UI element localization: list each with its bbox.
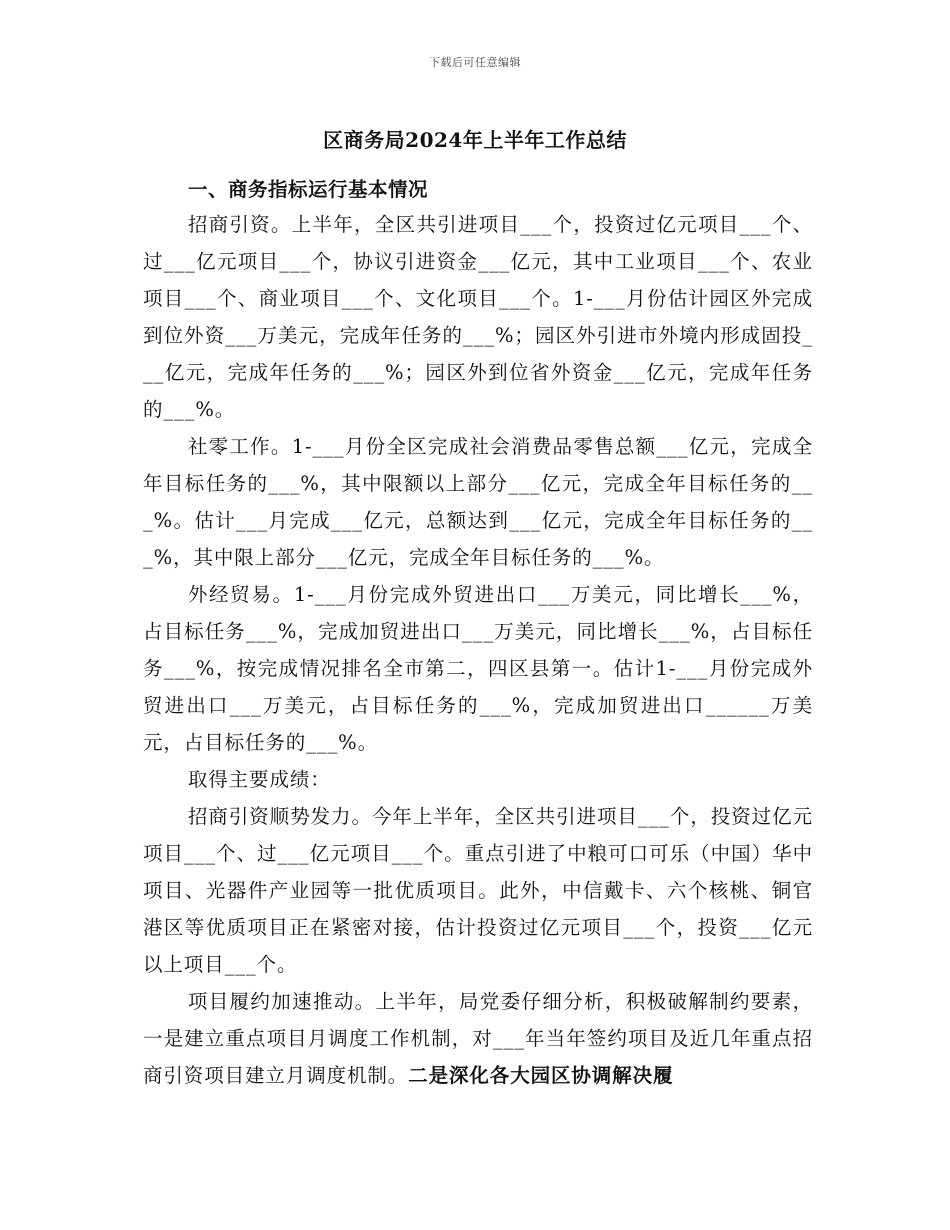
paragraph-retail: 社零工作。1-___月份全区完成社会消费品零售总额___亿元，完成全年目标任务的___%，其中限额以上部分___亿元，完成全年目标任务的___%。估计___月完成___亿元，总额达到___亿元，完成全年目标任务的___%，其中限上部分___亿元，完成全年目标任务的___%。 [143,435,813,569]
paragraph-project-fulfillment [143,983,813,1094]
paragraph-project-fulfillment-text: 项目履约加速推动。上半年，局党委仔细分析，积极破解制约要素，一是建立重点项目月调度工作机制，对___年当年签约项目及近几年重点招商引资项目建立月调度机制。 [143,990,813,1087]
paragraph-foreign-trade: 外经贸易。1-___月份完成外贸进出口___万美元，同比增长___%，占目标任务___%，完成加贸进出口___万美元，同比增长___%，占目标任务___%，按完成情况排名全市第二，四区县第一。估计1-___月份完成外贸进出口___万美元，占目标任务的___%，完成加贸进出口______万美元，占目标任务的___%。 [143,583,813,754]
paragraph-investment-momentum: 招商引资顺势发力。今年上半年，全区共引进项目___个，投资过亿元项目___个、过___亿元项目___个。重点引进了中粮可口可乐（中国）华中项目、光器件产业园等一批优质项目。此外，中信戴卡、六个核桃、铜官港区等优质项目正在紧密对接，估计投资过亿元项目___个，投资___亿元以上项目___个。 [143,805,813,976]
section-heading: 一、商务指标运行基本情况 [188,178,429,201]
page-header-note: 下载后可任意编辑 [429,56,521,69]
paragraph-project-fulfillment-bold: 二是深化各大园区协调解决履 [408,1064,674,1087]
document-body [143,206,813,1094]
paragraph-investment: 招商引资。上半年，全区共引进项目___个，投资过亿元项目___个、过___亿元项目___个，协议引进资金___亿元，其中工业项目___个、农业项目___个、商业项目___个、文化项目___个。1-___月份估计园区外完成到位外资___万美元，完成年任务的___%；园区外引进市外境内形成固投___亿元，完成年任务的___%；园区外到位省外资金___亿元，完成年任务的___%。 [143,213,813,421]
paragraph-achievements-label: 取得主要成绩： [187,768,331,791]
document-title: 区商务局2024年上半年工作总结 [323,128,627,152]
